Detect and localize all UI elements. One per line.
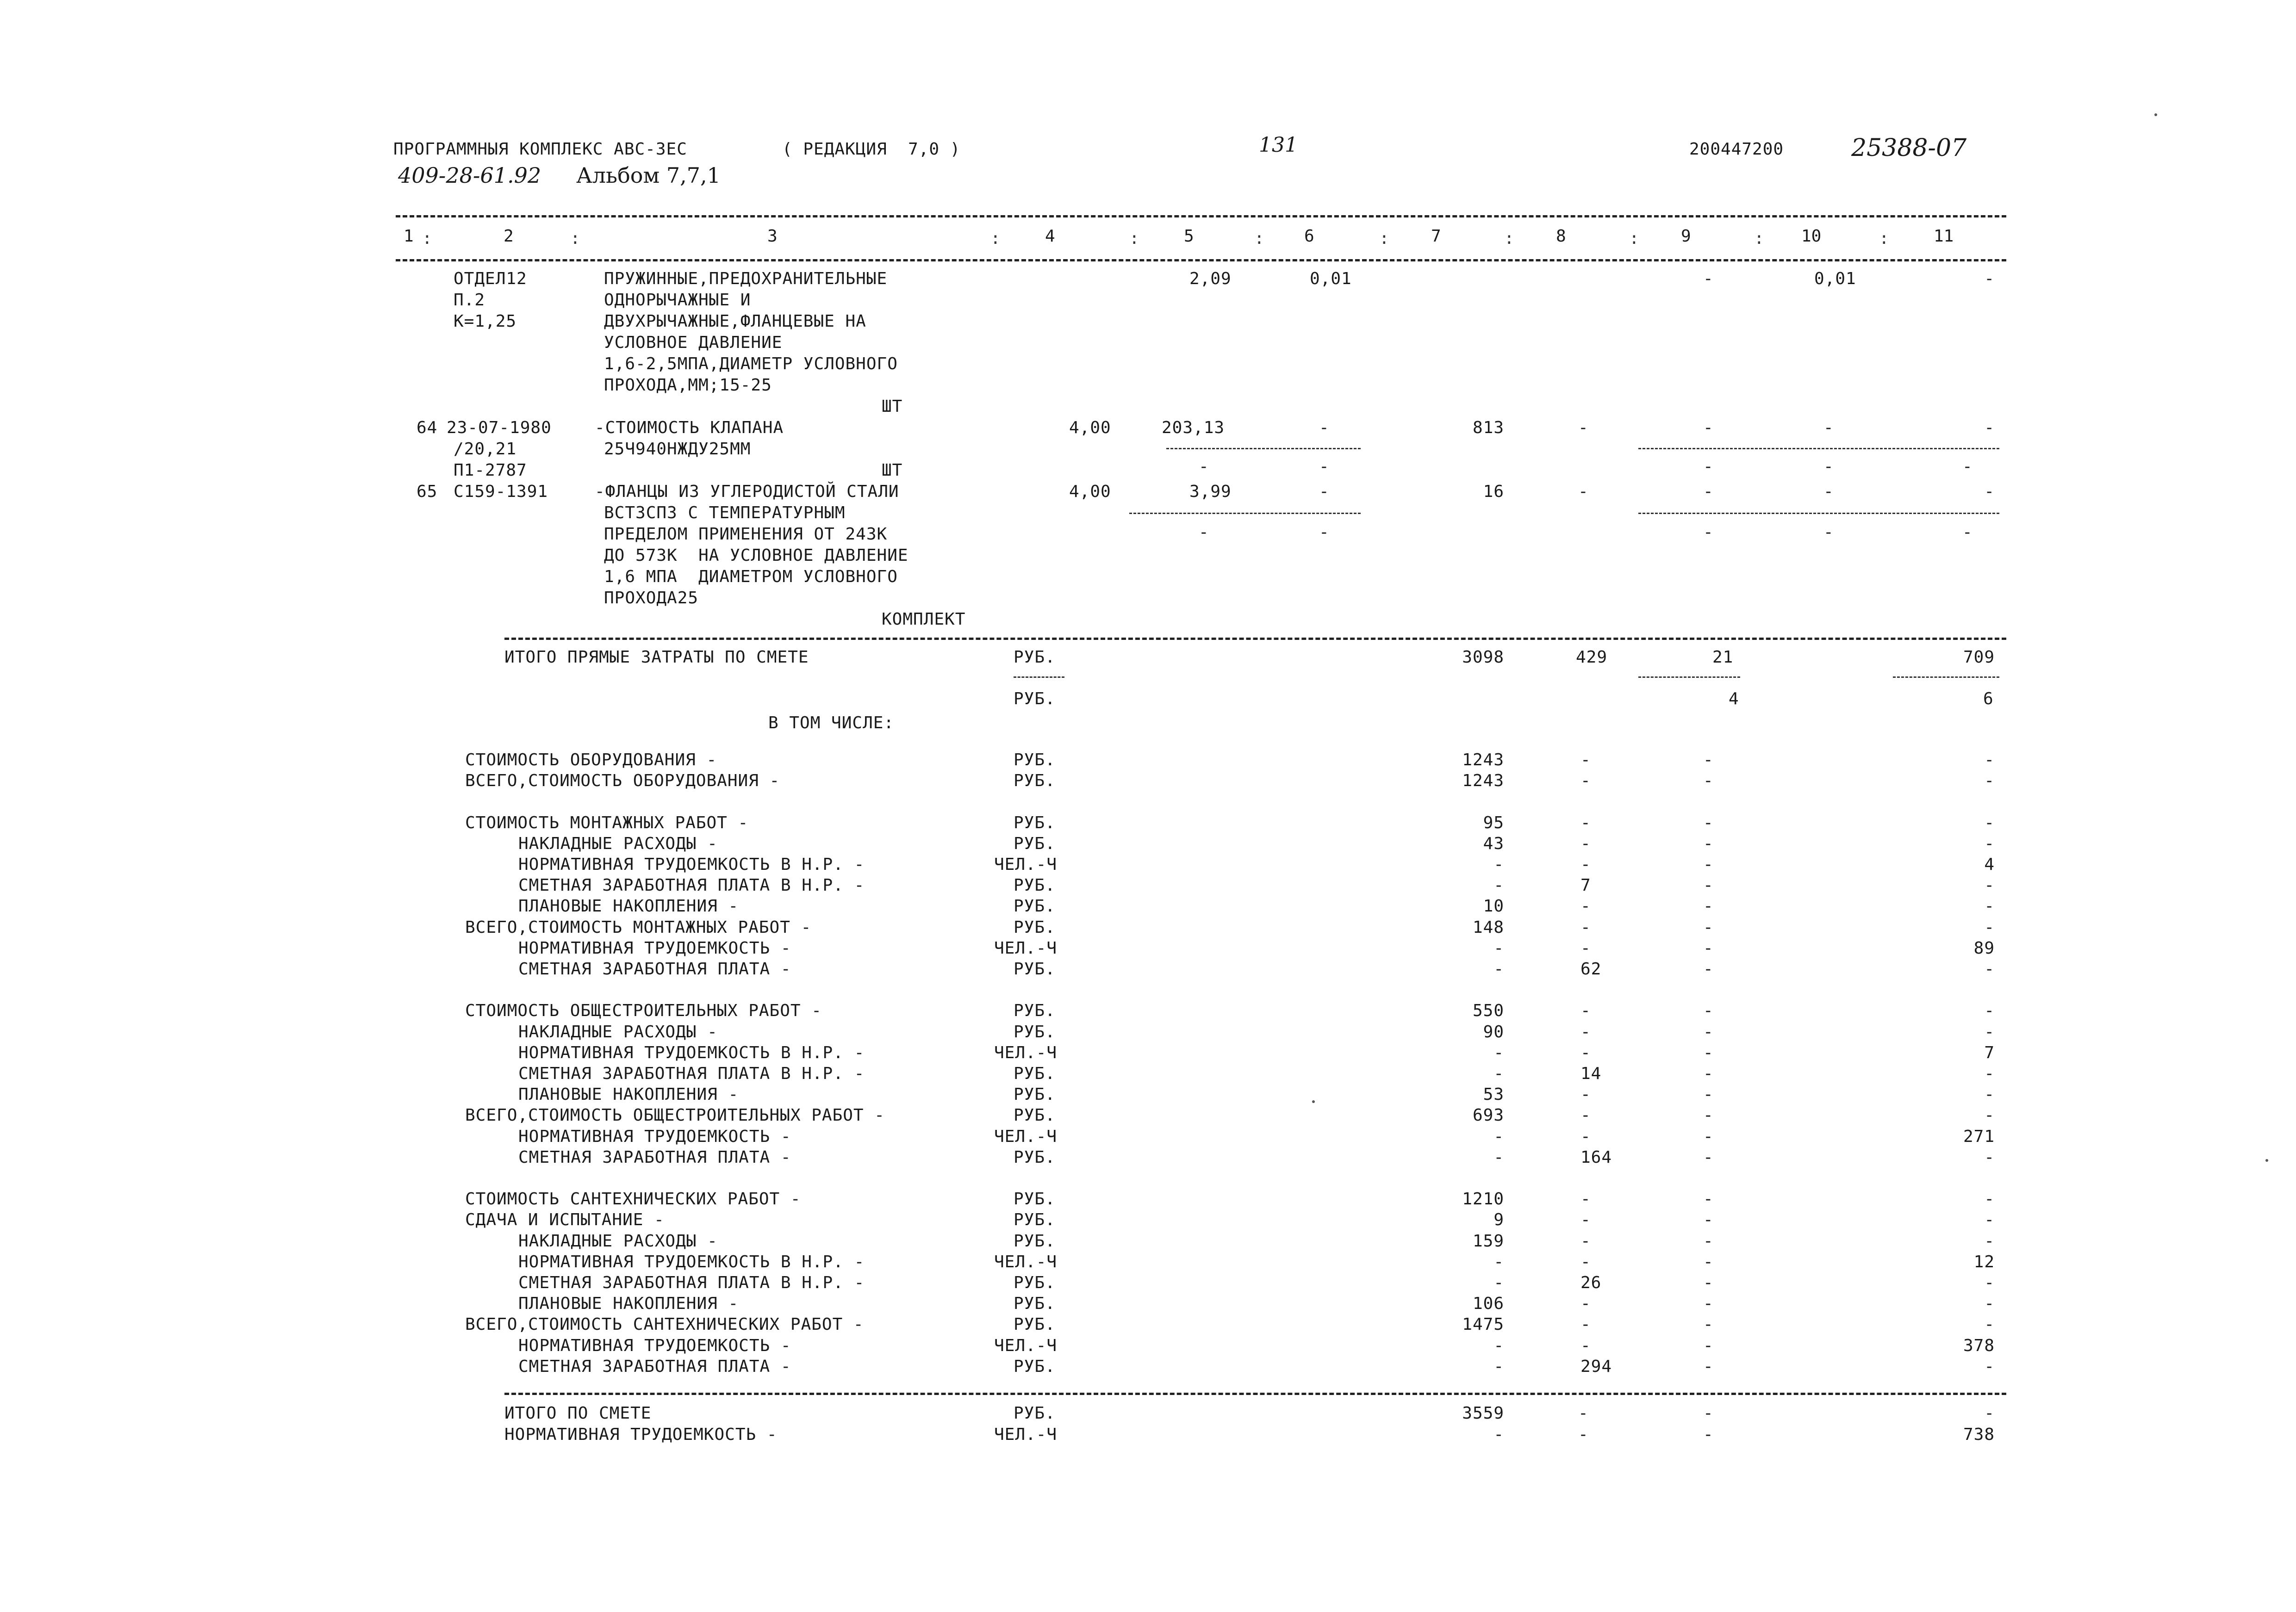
breakdown-c8: - [1580, 1001, 1591, 1020]
entry-code: К=1,25 [454, 312, 517, 331]
column-number: 2 [504, 227, 514, 246]
breakdown-c7: 1243 [1462, 750, 1504, 769]
entry-code: ОТДЕЛ12 [454, 269, 527, 288]
breakdown-c9: - [1703, 1252, 1714, 1271]
breakdown-c11: - [1984, 1273, 1995, 1292]
breakdown-c7: 1475 [1462, 1315, 1504, 1334]
entry-name: УСЛОВНОЕ ДАВЛЕНИЕ [604, 333, 783, 352]
breakdown-c9: - [1703, 1001, 1714, 1020]
breakdown-c9: - [1703, 1127, 1714, 1146]
cell-c9: - [1703, 269, 1714, 288]
breakdown-c9: - [1703, 1043, 1714, 1062]
final-label: НОРМАТИВНАЯ ТРУДОЕМКОСТЬ - [504, 1425, 778, 1444]
breakdown-c8: - [1580, 1232, 1591, 1251]
cell-c11: - [1984, 418, 1995, 437]
breakdown-c7: 159 [1472, 1232, 1504, 1251]
breakdown-c8: - [1580, 1085, 1591, 1104]
including-heading: В ТОМ ЧИСЛЕ: [768, 713, 895, 732]
breakdown-unit: РУБ. [1014, 813, 1056, 832]
entry-number: 65 [417, 482, 438, 501]
breakdown-c7: 148 [1472, 918, 1504, 937]
header-rule-bottom [396, 259, 2006, 261]
breakdown-c7: - [1493, 1148, 1504, 1167]
breakdown-unit: РУБ. [1014, 876, 1056, 895]
breakdown-c11: - [1984, 1064, 1995, 1083]
breakdown-c9: - [1703, 1315, 1714, 1334]
cell-c8: - [1578, 482, 1589, 501]
breakdown-label: НОРМАТИВНАЯ ТРУДОЕМКОСТЬ - [518, 1336, 791, 1355]
cell-c11-sub: - [1962, 457, 1973, 476]
entry-code: С159-1391 [454, 482, 548, 501]
entry-unit: КОМПЛЕКТ [882, 610, 966, 629]
breakdown-c9: - [1703, 1064, 1714, 1083]
entry-name: -ФЛАНЦЫ ИЗ УГЛЕРОДИСТОЙ СТАЛИ [595, 482, 899, 501]
breakdown-c9: - [1703, 1357, 1714, 1376]
breakdown-label: НОРМАТИВНАЯ ТРУДОЕМКОСТЬ - [518, 1127, 791, 1146]
document-number: 25388-07 [1851, 134, 1967, 162]
breakdown-c8: - [1580, 918, 1591, 937]
breakdown-c8: 294 [1580, 1357, 1612, 1376]
cell-c6: - [1319, 418, 1330, 437]
breakdown-c9: - [1703, 813, 1714, 832]
breakdown-c9: - [1703, 834, 1714, 853]
breakdown-unit: ЧЕЛ.-Ч [994, 939, 1058, 958]
breakdown-label: СМЕТНАЯ ЗАРАБОТНАЯ ПЛАТА В Н.Р. - [518, 876, 865, 895]
totals-c8: 429 [1576, 648, 1608, 667]
breakdown-c11: - [1984, 897, 1995, 916]
cell-c9-sub: - [1703, 457, 1714, 476]
breakdown-c8: - [1580, 813, 1591, 832]
cell-c5: 3,99 [1189, 482, 1232, 501]
breakdown-label: СТОИМОСТЬ ОБЩЕСТРОИТЕЛЬНЫХ РАБОТ - [465, 1001, 822, 1020]
breakdown-unit: РУБ. [1014, 1273, 1056, 1292]
breakdown-c7: - [1493, 876, 1504, 895]
breakdown-label: НОРМАТИВНАЯ ТРУДОЕМКОСТЬ - [518, 939, 791, 958]
totals-rule [504, 638, 2006, 640]
entry-name: ПРОХОДА25 [604, 589, 699, 608]
entry-name: 1,6 МПА ДИАМЕТРОМ УСЛОВНОГО [604, 567, 898, 586]
breakdown-c11: - [1984, 1357, 1995, 1376]
breakdown-label: СМЕТНАЯ ЗАРАБОТНАЯ ПЛАТА - [518, 960, 791, 979]
breakdown-c11: - [1984, 1148, 1995, 1167]
totals-c7: 3098 [1462, 648, 1504, 667]
final-unit: РУБ. [1014, 1404, 1056, 1423]
breakdown-c7: - [1493, 1043, 1504, 1062]
cell-c10-sub: - [1823, 457, 1834, 476]
entry-unit: ШТ [882, 461, 903, 480]
final-c9: - [1703, 1404, 1714, 1423]
column-number: 1 [404, 227, 414, 246]
breakdown-unit: РУБ. [1014, 1294, 1056, 1313]
totals-label: ИТОГО ПРЯМЫЕ ЗАТРАТЫ ПО СМЕТЕ [504, 648, 809, 667]
breakdown-unit: РУБ. [1014, 1210, 1056, 1229]
document-code: 200447200 [1689, 140, 1784, 159]
totals-c11-sub: 6 [1983, 689, 1994, 708]
cell-c5: 203,13 [1162, 418, 1225, 437]
breakdown-c11: - [1984, 1085, 1995, 1104]
breakdown-c9: - [1703, 750, 1714, 769]
final-c8: - [1578, 1425, 1589, 1444]
breakdown-unit: РУБ. [1014, 1085, 1056, 1104]
final-c7: 3559 [1462, 1404, 1504, 1423]
final-label: ИТОГО ПО СМЕТЕ [504, 1404, 652, 1423]
totals-c11: 709 [1963, 648, 1995, 667]
breakdown-unit: РУБ. [1014, 1106, 1056, 1125]
entry-name: ДВУХРЫЧАЖНЫЕ,ФЛАНЦЕВЫЕ НА [604, 312, 866, 331]
final-c7: - [1493, 1425, 1504, 1444]
breakdown-c8: - [1580, 1294, 1591, 1313]
cell-c10: 0,01 [1814, 269, 1856, 288]
breakdown-c7: - [1493, 1336, 1504, 1355]
breakdown-c9: - [1703, 1210, 1714, 1229]
breakdown-label: СТОИМОСТЬ МОНТАЖНЫХ РАБОТ - [465, 813, 749, 832]
breakdown-c9: - [1703, 1232, 1714, 1251]
breakdown-c7: 95 [1483, 813, 1504, 832]
breakdown-unit: РУБ. [1014, 834, 1056, 853]
breakdown-c8: - [1580, 1336, 1591, 1355]
breakdown-label: СМЕТНАЯ ЗАРАБОТНАЯ ПЛАТА В Н.Р. - [518, 1064, 865, 1083]
cell-c6: 0,01 [1310, 269, 1352, 288]
breakdown-label: ВСЕГО,СТОИМОСТЬ ОБОРУДОВАНИЯ - [465, 771, 780, 790]
cell-c7: 16 [1483, 482, 1504, 501]
column-number: 3 [767, 227, 778, 246]
cell-c8: - [1578, 418, 1589, 437]
album-label: Альбом 7,7,1 [576, 163, 721, 188]
project-code: 409-28-61.92 [398, 163, 541, 188]
cell-c6: - [1319, 482, 1330, 501]
breakdown-c9: - [1703, 1190, 1714, 1209]
cell-c5: 2,09 [1189, 269, 1232, 288]
breakdown-c11: - [1984, 960, 1995, 979]
final-c11: 738 [1963, 1425, 1995, 1444]
breakdown-c11: 7 [1984, 1043, 1995, 1062]
cell-c9-sub: - [1703, 523, 1714, 542]
breakdown-label: ВСЕГО,СТОИМОСТЬ МОНТАЖНЫХ РАБОТ - [465, 918, 812, 937]
entry-code: 23-07-1980 [447, 418, 552, 437]
breakdown-c11: - [1984, 1106, 1995, 1125]
edition-label: ( РЕДАКЦИЯ 7,0 ) [782, 140, 961, 159]
breakdown-label: СТОИМОСТЬ ОБОРУДОВАНИЯ - [465, 750, 717, 769]
cell-c6-sub: - [1319, 457, 1330, 476]
final-c11: - [1984, 1404, 1995, 1423]
breakdown-c11: - [1984, 918, 1995, 937]
breakdown-c7: - [1493, 1252, 1504, 1271]
breakdown-c7: 43 [1483, 834, 1504, 853]
breakdown-label: ВСЕГО,СТОИМОСТЬ ОБЩЕСТРОИТЕЛЬНЫХ РАБОТ - [465, 1106, 885, 1125]
breakdown-unit: РУБ. [1014, 918, 1056, 937]
page-number: 131 [1259, 133, 1298, 157]
subtotal-rule [1166, 448, 1361, 449]
breakdown-c7: 550 [1472, 1001, 1504, 1020]
breakdown-unit: ЧЕЛ.-Ч [994, 1043, 1058, 1062]
breakdown-c8: - [1580, 897, 1591, 916]
cell-c11: - [1984, 269, 1995, 288]
breakdown-c7: 1243 [1462, 771, 1504, 790]
breakdown-label: ВСЕГО,СТОИМОСТЬ САНТЕХНИЧЕСКИХ РАБОТ - [465, 1315, 864, 1334]
breakdown-c7: - [1493, 1127, 1504, 1146]
entry-name: ВСТ3СП3 С ТЕМПЕРАТУРНЫМ [604, 503, 846, 522]
breakdown-c9: - [1703, 918, 1714, 937]
entry-name: 1,6-2,5МПА,ДИАМЕТР УСЛОВНОГО [604, 354, 898, 373]
cell-c5-sub: - [1199, 523, 1209, 542]
estimate-sheet: ПРОГРАММНЫЯ КОМПЛЕКС АВС-ЗЕС ( РЕДАКЦИЯ 7,0 ) 131 200447200 25388-07 409-28-61.92 Альбом 7,7,1 1 2 3 4 5 6 7 8 9 10 11 : : : : : : : : : : ОТДЕЛ12 П.2 К=1,25 ПРУЖИННЫЕ,ПРЕДОХРАНИТЕЛЬНЫЕ ОДНОРЫЧАЖНЫЕ И ДВУХРЫЧАЖНЫЕ,ФЛАНЦЕВЫЕ НА УСЛОВНОЕ ДАВЛЕНИЕ 1,6-2,5МПА,ДИАМЕТР УСЛОВНОГО ПРОХОДА,ММ;15-25 ШТ 2,09 0,01 - 0,01 - 64 23-07-1980 /20,21 П1-2787 -СТОИМОСТЬ КЛАПАНА 25Ч940НЖДУ25ММ ШТ 4,00 203,13 - 813 - - - - - - - - - 65 С159-1391 -ФЛАНЦЫ ИЗ УГЛЕРОДИСТОЙ СТАЛИ ВСТ3СП3 С ТЕМПЕРАТУРНЫМ ПРЕДЕЛОМ ПРИМЕНЕНИЯ ОТ 243К ДО 573К НА УСЛОВНОЕ ДАВЛЕНИЕ 1,6 МПА ДИАМЕТРОМ УСЛОВНОГО ПРОХОДА25 КОМПЛЕКТ 4,00 3,99 - 16 - - - - - - - - - ИТОГО ПРЯМЫЕ ЗАТРАТЫ ПО СМЕТЕ РУБ. 3098 429 21 709 РУБ. 4 6 В ТОМ ЧИСЛЕ: СТОИМОСТЬ ОБОРУДОВАНИЯ - РУБ. 1243 - - - ВСЕГО,СТОИМОСТЬ ОБОРУДОВАНИЯ - РУБ. 1243 - - - СТОИМОСТЬ МОНТАЖНЫХ РАБОТ - РУБ. 95 - - - НАКЛАДНЫЕ РАСХОДЫ - РУБ. 43 - - - НОРМАТИВНАЯ ТРУДОЕМКОСТЬ В Н.Р. - ЧЕЛ.-Ч - - - 4 СМЕТНАЯ ЗАРАБОТНАЯ ПЛАТА В Н.Р. - РУБ. - 7 - - ПЛАНОВЫЕ НАКОПЛЕНИЯ - РУБ. 10 - - - ВСЕГО,СТОИМОСТЬ МОНТАЖНЫХ РАБОТ - РУБ. 148 - - - НОРМАТИВНАЯ ТРУДОЕМКОСТЬ - ЧЕЛ.-Ч - - - 89 СМЕТНАЯ ЗАРАБОТНАЯ ПЛАТА - РУБ. - 62 - - СТОИМОСТЬ ОБЩЕСТРОИТЕЛЬНЫХ РАБОТ - РУБ. 550 - - - НАКЛАДНЫЕ РАСХОДЫ - РУБ. 90 - - - НОРМАТИВНАЯ ТРУДОЕМКОСТЬ В Н.Р. - ЧЕЛ.-Ч - - - 7 СМЕТНАЯ ЗАРАБОТНАЯ ПЛАТА В Н.Р. - РУБ. - 14 - - ПЛАНОВЫЕ НАКОПЛЕНИЯ - РУБ. 53 - - - ВСЕГО,СТОИМОСТЬ ОБЩЕСТРОИТЕЛЬНЫХ РАБОТ - РУБ. 693 - - - НОРМАТИВНАЯ ТРУДОЕМКОСТЬ - ЧЕЛ.-Ч - - - 271 СМЕТНАЯ ЗАРАБОТНАЯ ПЛАТА - РУБ. - 164 - - СТОИМОСТЬ САНТЕХНИЧЕСКИХ РАБОТ - РУБ. 1210 - - - СДАЧА И ИСПЫТАНИЕ - РУБ. 9 - - - НАКЛАДНЫЕ РАСХОДЫ - РУБ. 159 - - - НОРМАТИВНАЯ ТРУДОЕМКОСТЬ В Н.Р. - ЧЕЛ.-Ч - - - 12 СМЕТНАЯ ЗАРАБОТНАЯ ПЛАТА В Н.Р. - РУБ. - 26 - - ПЛАНОВЫЕ НАКОПЛЕНИЯ - РУБ. 106 - - - ВСЕГО,СТОИМОСТЬ САНТЕХНИЧЕСКИХ РАБОТ - РУБ. 1475 - - - НОРМАТИВНАЯ ТРУДОЕМКОСТЬ - ЧЕЛ.-Ч - - - 378 СМЕТНАЯ ЗАРАБОТНАЯ ПЛАТА - РУБ. - 294 - - ИТОГО ПО СМЕТЕ РУБ. 3559 - - - НОРМАТИВНАЯ ТРУДОЕМКОСТЬ - ЧЕЛ.-Ч - - - 738 [0, 0, 2296, 1612]
breakdown-c9: - [1703, 1106, 1714, 1125]
breakdown-unit: РУБ. [1014, 1190, 1056, 1209]
breakdown-c8: - [1580, 855, 1591, 874]
breakdown-c9: - [1703, 876, 1714, 895]
breakdown-c11: - [1984, 1294, 1995, 1313]
cell-c7: 813 [1472, 418, 1504, 437]
breakdown-c11: - [1984, 1232, 1995, 1251]
entry-name: ОДНОРЫЧАЖНЫЕ И [604, 291, 751, 310]
breakdown-label: СМЕТНАЯ ЗАРАБОТНАЯ ПЛАТА В Н.Р. - [518, 1273, 865, 1292]
subtotal-rule [1638, 448, 1999, 449]
entry-name: -СТОИМОСТЬ КЛАПАНА [595, 418, 784, 437]
breakdown-unit: РУБ. [1014, 1064, 1056, 1083]
entry-name: ПРЕДЕЛОМ ПРИМЕНЕНИЯ ОТ 243К [604, 525, 888, 544]
breakdown-label: СТОИМОСТЬ САНТЕХНИЧЕСКИХ РАБОТ - [465, 1190, 801, 1209]
breakdown-unit: РУБ. [1014, 1148, 1056, 1167]
breakdown-unit: ЧЕЛ.-Ч [994, 1252, 1058, 1271]
header-rule-top [396, 215, 2006, 217]
breakdown-label: НАКЛАДНЫЕ РАСХОДЫ - [518, 834, 718, 853]
breakdown-c9: - [1703, 1273, 1714, 1292]
breakdown-c8: - [1580, 750, 1591, 769]
breakdown-label: ПЛАНОВЫЕ НАКОПЛЕНИЯ - [518, 1085, 739, 1104]
cell-c4: 4,00 [1069, 482, 1111, 501]
breakdown-c9: - [1703, 897, 1714, 916]
breakdown-c8: - [1580, 1252, 1591, 1271]
breakdown-unit: РУБ. [1014, 1315, 1056, 1334]
cell-c10: - [1823, 482, 1834, 501]
entry-code: /20,21 [454, 440, 517, 459]
scan-speck [2154, 113, 2157, 116]
column-number: 9 [1681, 227, 1691, 246]
breakdown-c11: - [1984, 1023, 1995, 1042]
scan-speck [2265, 1159, 2268, 1162]
column-number: 4 [1045, 227, 1055, 246]
breakdown-c7: - [1493, 855, 1504, 874]
breakdown-c11: 271 [1963, 1127, 1995, 1146]
cell-c11-sub: - [1962, 523, 1973, 542]
breakdown-label: СМЕТНАЯ ЗАРАБОТНАЯ ПЛАТА - [518, 1357, 791, 1376]
final-rule [504, 1393, 2006, 1395]
breakdown-c9: - [1703, 939, 1714, 958]
breakdown-c8: - [1580, 1127, 1591, 1146]
entry-name: ПРОХОДА,ММ;15-25 [604, 376, 772, 395]
breakdown-label: НОРМАТИВНАЯ ТРУДОЕМКОСТЬ В Н.Р. - [518, 1043, 865, 1062]
breakdown-unit: ЧЕЛ.-Ч [994, 1336, 1058, 1355]
final-unit: ЧЕЛ.-Ч [994, 1425, 1058, 1444]
breakdown-c11: - [1984, 771, 1995, 790]
breakdown-label: НАКЛАДНЫЕ РАСХОДЫ - [518, 1023, 718, 1042]
breakdown-c11: 4 [1984, 855, 1995, 874]
breakdown-c11: - [1984, 750, 1995, 769]
breakdown-unit: РУБ. [1014, 1001, 1056, 1020]
breakdown-unit: РУБ. [1014, 1232, 1056, 1251]
breakdown-label: НАКЛАДНЫЕ РАСХОДЫ - [518, 1232, 718, 1251]
cell-c10-sub: - [1823, 523, 1834, 542]
breakdown-label: ПЛАНОВЫЕ НАКОПЛЕНИЯ - [518, 1294, 739, 1313]
totals-c9-sub: 4 [1729, 689, 1739, 708]
breakdown-unit: РУБ. [1014, 1023, 1056, 1042]
breakdown-c8: 62 [1580, 960, 1602, 979]
entry-name: ДО 573К НА УСЛОВНОЕ ДАВЛЕНИЕ [604, 546, 908, 565]
cell-c9: - [1703, 418, 1714, 437]
subtotal-rule [1129, 513, 1361, 514]
breakdown-c9: - [1703, 771, 1714, 790]
breakdown-c8: - [1580, 771, 1591, 790]
cell-c4: 4,00 [1069, 418, 1111, 437]
unit-rule [1014, 676, 1064, 678]
breakdown-c7: 693 [1472, 1106, 1504, 1125]
totals-unit: РУБ. [1014, 689, 1056, 708]
breakdown-c8: - [1580, 1315, 1591, 1334]
subtotal-rule [1638, 513, 1999, 514]
breakdown-c8: - [1580, 1210, 1591, 1229]
breakdown-c8: 164 [1580, 1148, 1612, 1167]
cell-c11: - [1984, 482, 1995, 501]
breakdown-c9: - [1703, 960, 1714, 979]
breakdown-unit: РУБ. [1014, 960, 1056, 979]
entry-code: П1-2787 [454, 461, 527, 480]
breakdown-c9: - [1703, 1294, 1714, 1313]
breakdown-unit: РУБ. [1014, 771, 1056, 790]
breakdown-c8: 26 [1580, 1273, 1602, 1292]
breakdown-c11: 378 [1963, 1336, 1995, 1355]
final-c8: - [1578, 1404, 1589, 1423]
breakdown-c8: - [1580, 1106, 1591, 1125]
breakdown-c11: - [1984, 1315, 1995, 1334]
breakdown-c11: - [1984, 834, 1995, 853]
breakdown-c9: - [1703, 1148, 1714, 1167]
breakdown-c8: - [1580, 939, 1591, 958]
breakdown-c11: - [1984, 1210, 1995, 1229]
breakdown-c9: - [1703, 1336, 1714, 1355]
cell-c10: - [1823, 418, 1834, 437]
column-number: 5 [1184, 227, 1194, 246]
entry-name: ПРУЖИННЫЕ,ПРЕДОХРАНИТЕЛЬНЫЕ [604, 269, 888, 288]
breakdown-unit: ЧЕЛ.-Ч [994, 1127, 1058, 1146]
final-c9: - [1703, 1425, 1714, 1444]
breakdown-c7: 90 [1483, 1023, 1504, 1042]
breakdown-c8: - [1580, 834, 1591, 853]
breakdown-c9: - [1703, 855, 1714, 874]
breakdown-c9: - [1703, 1023, 1714, 1042]
breakdown-unit: РУБ. [1014, 897, 1056, 916]
cell-c6-sub: - [1319, 523, 1330, 542]
breakdown-c7: 9 [1493, 1210, 1504, 1229]
breakdown-c7: - [1493, 939, 1504, 958]
entry-code: П.2 [454, 291, 485, 310]
breakdown-c7: 1210 [1462, 1190, 1504, 1209]
breakdown-label: НОРМАТИВНАЯ ТРУДОЕМКОСТЬ В Н.Р. - [518, 1252, 865, 1271]
breakdown-unit: ЧЕЛ.-Ч [994, 855, 1058, 874]
breakdown-c7: - [1493, 960, 1504, 979]
breakdown-c11: 12 [1973, 1252, 1995, 1271]
breakdown-c11: - [1984, 813, 1995, 832]
breakdown-c7: - [1493, 1064, 1504, 1083]
column-number: 7 [1431, 227, 1441, 246]
column-number: 6 [1304, 227, 1314, 246]
column-number: 10 [1801, 227, 1822, 246]
breakdown-unit: РУБ. [1014, 750, 1056, 769]
breakdown-c8: 7 [1580, 876, 1591, 895]
column-number: 11 [1934, 227, 1954, 246]
breakdown-c11: - [1984, 1190, 1995, 1209]
breakdown-unit: РУБ. [1014, 1357, 1056, 1376]
breakdown-c11: - [1984, 876, 1995, 895]
breakdown-label: ПЛАНОВЫЕ НАКОПЛЕНИЯ - [518, 897, 739, 916]
breakdown-label: СДАЧА И ИСПЫТАНИЕ - [465, 1210, 665, 1229]
cell-c9: - [1703, 482, 1714, 501]
breakdown-c7: 10 [1483, 897, 1504, 916]
program-title: ПРОГРАММНЫЯ КОМПЛЕКС АВС-ЗЕС [393, 140, 687, 159]
breakdown-label: НОРМАТИВНАЯ ТРУДОЕМКОСТЬ В Н.Р. - [518, 855, 865, 874]
entry-unit: ШТ [882, 397, 903, 416]
totals-unit: РУБ. [1014, 648, 1056, 667]
breakdown-c8: - [1580, 1190, 1591, 1209]
breakdown-c8: 14 [1580, 1064, 1602, 1083]
breakdown-c8: - [1580, 1023, 1591, 1042]
breakdown-c11: 89 [1973, 939, 1995, 958]
breakdown-label: СМЕТНАЯ ЗАРАБОТНАЯ ПЛАТА - [518, 1148, 791, 1167]
breakdown-c11: - [1984, 1001, 1995, 1020]
cell-c5-sub: - [1199, 457, 1209, 476]
breakdown-c7: 106 [1472, 1294, 1504, 1313]
entry-name: 25Ч940НЖДУ25ММ [604, 440, 751, 459]
breakdown-c7: - [1493, 1357, 1504, 1376]
breakdown-c8: - [1580, 1043, 1591, 1062]
breakdown-c7: 53 [1483, 1085, 1504, 1104]
totals-c9: 21 [1712, 648, 1734, 667]
subtotal-rule [1893, 676, 1999, 678]
subtotal-rule [1638, 676, 1740, 678]
column-number: 8 [1556, 227, 1566, 246]
entry-number: 64 [417, 418, 438, 437]
scan-speck [1312, 1100, 1315, 1103]
breakdown-c7: - [1493, 1273, 1504, 1292]
breakdown-c9: - [1703, 1085, 1714, 1104]
